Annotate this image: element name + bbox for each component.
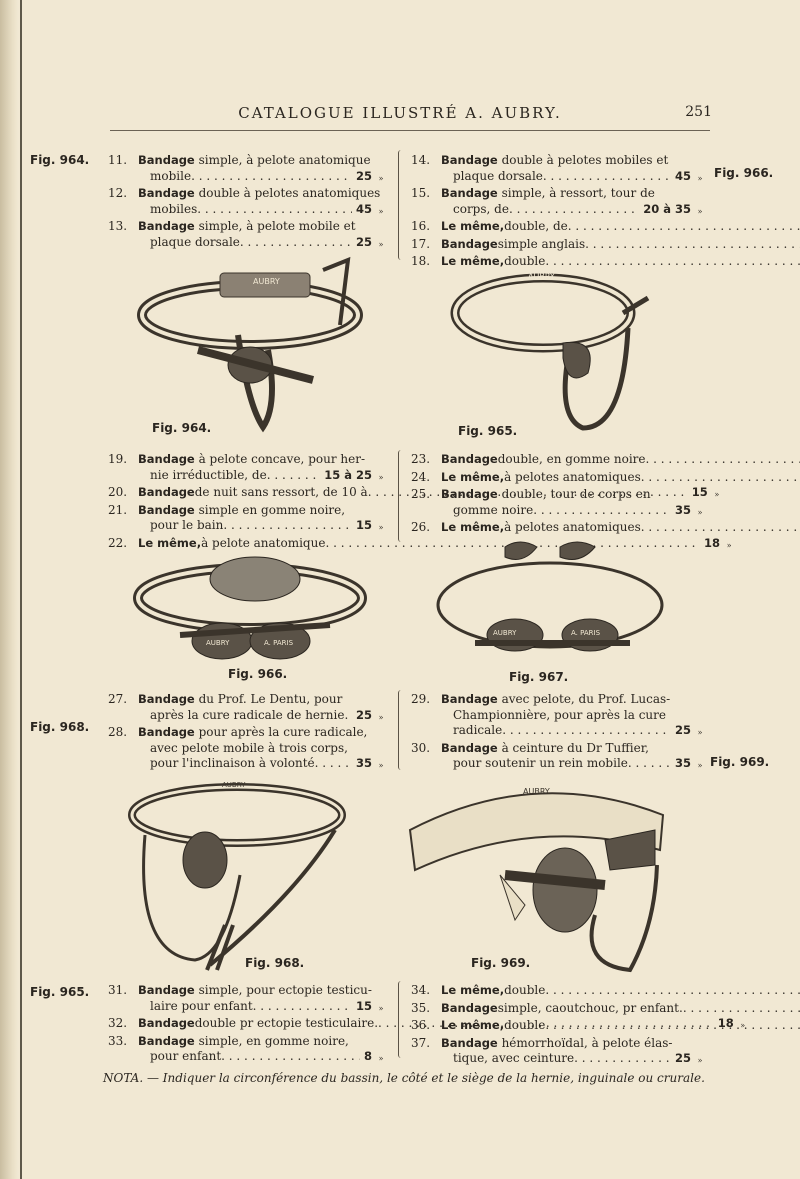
catalogue-entry <box>411 983 709 1001</box>
entry-number: 29. <box>411 692 431 706</box>
fig-ref-left-mid: Fig. 968. <box>30 720 90 734</box>
entry-price: 8 <box>363 1049 372 1063</box>
entry-number: 25. <box>411 487 431 501</box>
entry-description-cont: plaque dorsale <box>150 234 240 249</box>
ditto-mark: » <box>378 1054 384 1063</box>
brace <box>398 981 405 1058</box>
entry-description: simple, pour ectopie testicu- <box>198 983 372 997</box>
ditto-mark: » <box>697 761 703 770</box>
catalogue-entry <box>411 1036 709 1052</box>
section-3-right <box>411 692 709 774</box>
catalogue-entry <box>411 741 709 757</box>
entry-name: Le même, <box>138 535 202 550</box>
entry-description: simple, à pelote anatomique <box>198 153 371 167</box>
ditto-mark: » <box>378 239 384 249</box>
entry-name: Le même, <box>441 1018 505 1032</box>
entry-name: Bandage <box>441 740 498 755</box>
entry-name: Le même, <box>441 469 505 484</box>
entry-description-cont: après la cure radicale de hernie <box>150 707 345 722</box>
entry-price: 25 <box>674 723 691 737</box>
catalogue-entry <box>108 503 390 519</box>
catalogue-entry <box>411 186 709 202</box>
fig-ref-left-bottom: Fig. 965. <box>30 985 90 999</box>
entry-number: 14. <box>411 153 431 167</box>
entry-name: Bandage <box>138 219 195 233</box>
entry-number: 12. <box>108 186 128 200</box>
entry-name: Bandage <box>138 725 195 739</box>
ditto-mark: » <box>378 206 384 216</box>
figure-964 <box>128 255 378 440</box>
catalogue-entry <box>108 452 390 468</box>
entry-number: 17. <box>411 236 431 251</box>
entry-description: à pelote anatomique <box>201 535 326 550</box>
entry-number: 21. <box>108 502 128 517</box>
entry-number: 33. <box>108 1033 128 1048</box>
entry-price: 15 <box>355 518 372 532</box>
ditto-mark: » <box>378 472 384 482</box>
entry-name: Le même, <box>441 219 505 233</box>
entry-number: 19. <box>108 452 128 466</box>
entry-number: 11. <box>108 153 128 167</box>
entry-price: 45 <box>674 168 691 183</box>
catalogue-entry <box>411 692 709 708</box>
entry-description: à pelotes anatomiques <box>504 520 641 534</box>
entry-price: 18 <box>704 535 721 550</box>
catalogue-entry <box>411 1018 709 1036</box>
catalogue-entry <box>108 186 390 202</box>
entry-name: Bandage <box>138 452 195 466</box>
entry-price: 25 <box>355 168 372 183</box>
entry-description: hémorrhoïdal, à pelote élas- <box>501 1035 673 1050</box>
binding-line <box>20 0 22 1179</box>
entry-description: simple en gomme noire, <box>198 502 346 517</box>
entry-description-cont: Championnière, pour après la cure <box>453 707 666 722</box>
catalogue-entry <box>108 725 390 741</box>
ditto-mark: » <box>697 507 703 517</box>
catalogue-entry <box>108 153 390 169</box>
entry-number: 20. <box>108 485 128 499</box>
entry-name: Le même, <box>441 254 505 268</box>
figure-caption: Fig. 969. <box>471 956 531 970</box>
truss-illustration-966 <box>130 553 375 683</box>
catalogue-entry <box>108 983 390 999</box>
catalogue-entry <box>411 153 709 169</box>
brand-label: A. PARIS <box>571 629 601 637</box>
entry-description-cont: avec pelote mobile à trois corps, <box>150 740 348 755</box>
brand-label: AUBRY <box>206 639 230 647</box>
page-title: CATALOGUE ILLUSTRÉ A. AUBRY. <box>238 104 562 122</box>
brand-label: A. PARIS <box>264 639 294 647</box>
section-2-right <box>411 452 709 538</box>
entry-description: à pelotes anatomiques <box>504 469 641 484</box>
entry-description-cont: mobile <box>150 168 192 183</box>
entry-description: du Prof. Le Dentu, pour <box>198 692 343 706</box>
entry-description: double <box>504 254 546 268</box>
figure-968 <box>125 775 360 975</box>
catalogue-entry <box>411 487 709 503</box>
entry-name: Bandage <box>138 485 195 499</box>
ditto-mark: » <box>378 761 384 770</box>
entry-name: Bandage <box>138 186 195 200</box>
brace <box>398 150 405 260</box>
figure-965 <box>448 268 668 440</box>
entry-price: 35 <box>674 502 691 517</box>
entry-description: double <box>504 1018 546 1032</box>
entry-description-cont: corps, de <box>453 201 509 216</box>
ditto-mark: » <box>726 540 732 550</box>
brace <box>398 450 405 542</box>
entry-name: Bandage <box>138 983 195 997</box>
entry-name: Bandage <box>441 487 498 501</box>
figure-caption: Fig. 968. <box>245 956 305 970</box>
entry-number: 16. <box>411 219 431 233</box>
entry-name: Bandage <box>441 1000 498 1015</box>
entry-number: 27. <box>108 692 128 706</box>
figure-caption: Fig. 966. <box>228 667 288 681</box>
brand-label: AUBRY <box>253 277 280 286</box>
entry-description-cont: nie irréductible, de <box>150 467 267 482</box>
entry-description: double à pelotes mobiles et <box>501 153 669 167</box>
catalogue-entry <box>411 219 709 237</box>
entry-description: avec pelote, du Prof. Lucas- <box>501 692 671 706</box>
entry-description: à pelote concave, pour her- <box>198 452 365 466</box>
ditto-mark: » <box>697 1056 703 1065</box>
nota-note: NOTA. — Indiquer la circonférence du bassin, le côté et le siège de la hernie, inguinale ou crurale. <box>103 1071 705 1085</box>
entry-number: 30. <box>411 740 431 755</box>
figure-caption: Fig. 967. <box>509 670 569 684</box>
catalogue-entry <box>108 219 390 235</box>
catalogue-entry <box>411 237 709 255</box>
section-1-right <box>411 153 709 272</box>
entry-description: double, de <box>504 219 568 233</box>
catalogue-entry <box>108 535 732 554</box>
entry-name: Bandage <box>441 236 498 251</box>
entry-price: 35 <box>674 756 691 770</box>
entry-name: Bandage <box>138 1033 195 1048</box>
ditto-mark: » <box>697 173 703 183</box>
entry-number: 26. <box>411 520 431 534</box>
entry-description: double pr ectopie testiculaire. <box>194 1016 379 1030</box>
entry-price: 25 <box>355 234 372 249</box>
entry-number: 34. <box>411 983 431 997</box>
entry-description: double, en gomme noire <box>497 452 646 466</box>
entry-number: 24. <box>411 469 431 484</box>
entry-number: 28. <box>108 725 128 739</box>
entry-description-cont: pour l'inclinaison à volonté <box>150 756 315 770</box>
brand-label: AUBRY <box>523 787 550 796</box>
entry-price: 20 à 35 <box>643 201 691 216</box>
entry-price: 15 <box>355 998 372 1013</box>
ditto-mark: » <box>378 712 384 722</box>
ditto-mark: » <box>740 1021 746 1030</box>
entry-number: 36. <box>411 1018 431 1032</box>
catalogue-entry <box>411 1001 709 1019</box>
entry-name: Le même, <box>441 983 505 997</box>
fig-ref-right-top: Fig. 966. <box>714 166 774 180</box>
entry-number: 31. <box>108 983 128 997</box>
catalogue-entry <box>108 1034 390 1050</box>
fig-ref-left-top: Fig. 964. <box>30 153 90 167</box>
entry-description: de nuit sans ressort, de 10 à <box>194 485 368 499</box>
entry-description: simple, en gomme noire, <box>198 1033 349 1048</box>
entry-description: pour après la cure radicale, <box>198 725 368 739</box>
entry-description-cont: pour soutenir un rein mobile <box>453 756 628 770</box>
entry-description: simple anglais <box>497 236 586 251</box>
entry-number: 37. <box>411 1035 431 1050</box>
entry-number: 18. <box>411 254 431 268</box>
brace <box>398 690 405 770</box>
figure-caption: Fig. 964. <box>152 421 212 435</box>
entry-price: 15 à 25 <box>324 467 372 482</box>
entry-description-cont: radicale <box>453 723 503 737</box>
entry-description: simple, caoutchouc, pr enfant. <box>497 1000 683 1015</box>
section-3-left <box>108 692 390 774</box>
entry-name: Le même, <box>441 520 505 534</box>
catalogue-entry <box>411 470 709 488</box>
section-4-right <box>411 983 709 1069</box>
entry-price: 18 <box>717 1016 734 1030</box>
brand-label: AUBRY <box>222 781 246 789</box>
header-rule <box>110 130 710 131</box>
entry-name: Bandage <box>138 502 195 517</box>
truss-illustration-965 <box>448 268 668 440</box>
entry-price: 35 <box>355 756 372 770</box>
entry-price: 15 <box>691 485 708 499</box>
figure-967 <box>435 535 670 685</box>
entry-name: Bandage <box>138 692 195 706</box>
entry-price: 25 <box>674 1051 691 1065</box>
ditto-mark: » <box>378 523 384 532</box>
ditto-mark: » <box>378 1003 384 1013</box>
truss-illustration-967 <box>435 535 670 685</box>
truss-illustration-968 <box>125 775 360 975</box>
entry-description-cont: pour le bain <box>150 518 224 532</box>
entry-name: Bandage <box>441 692 498 706</box>
brand-label: AUBRY <box>528 272 555 281</box>
entry-number: 22. <box>108 535 128 550</box>
entry-description-cont: pour enfant <box>150 1049 222 1063</box>
section-1-left <box>108 153 390 252</box>
page-number: 251 <box>685 104 712 120</box>
entry-description-cont: mobiles <box>150 201 198 216</box>
entry-price: 25 <box>355 707 372 722</box>
entry-description-cont: tique, avec ceinture <box>453 1051 575 1065</box>
entry-number: 35. <box>411 1000 431 1015</box>
entry-name: Bandage <box>138 153 195 167</box>
catalogue-entry <box>108 692 390 708</box>
entry-description: simple, à pelote mobile et <box>198 219 356 233</box>
figure-969 <box>405 775 670 975</box>
entry-number: 32. <box>108 1016 128 1030</box>
entry-name: Bandage <box>138 1016 195 1030</box>
entry-description: double, tour de corps en <box>501 487 651 501</box>
ditto-mark: » <box>697 728 703 737</box>
ditto-mark: » <box>697 206 703 216</box>
entry-name: Bandage <box>441 153 498 167</box>
entry-number: 23. <box>411 452 431 466</box>
entry-description: double à pelotes anatomiques <box>198 186 381 200</box>
entry-description-cont: laire pour enfant <box>150 998 253 1013</box>
entry-name: Bandage <box>441 452 498 466</box>
entry-name: Bandage <box>441 1035 498 1050</box>
figure-966 <box>130 553 375 683</box>
entry-name: Bandage <box>441 186 498 200</box>
entry-description: double <box>504 983 546 997</box>
entry-description: à ceinture du Dr Tuffier, <box>501 740 649 755</box>
truss-illustration-969 <box>405 775 670 975</box>
entry-number: 13. <box>108 219 128 233</box>
entry-description-cont: gomme noire <box>453 502 534 517</box>
ditto-mark: » <box>378 173 384 183</box>
ditto-mark: » <box>714 490 720 499</box>
catalogue-entry <box>411 452 709 470</box>
brand-label: AUBRY <box>493 629 517 637</box>
entry-number: 15. <box>411 186 431 200</box>
binding-edge <box>0 0 18 1179</box>
entry-description-cont: plaque dorsale <box>453 168 543 183</box>
figure-caption: Fig. 965. <box>458 424 518 438</box>
entry-description: simple, à ressort, tour de <box>501 186 655 200</box>
entry-price: 45 <box>355 201 372 216</box>
fig-ref-right-mid: Fig. 969. <box>710 755 770 769</box>
